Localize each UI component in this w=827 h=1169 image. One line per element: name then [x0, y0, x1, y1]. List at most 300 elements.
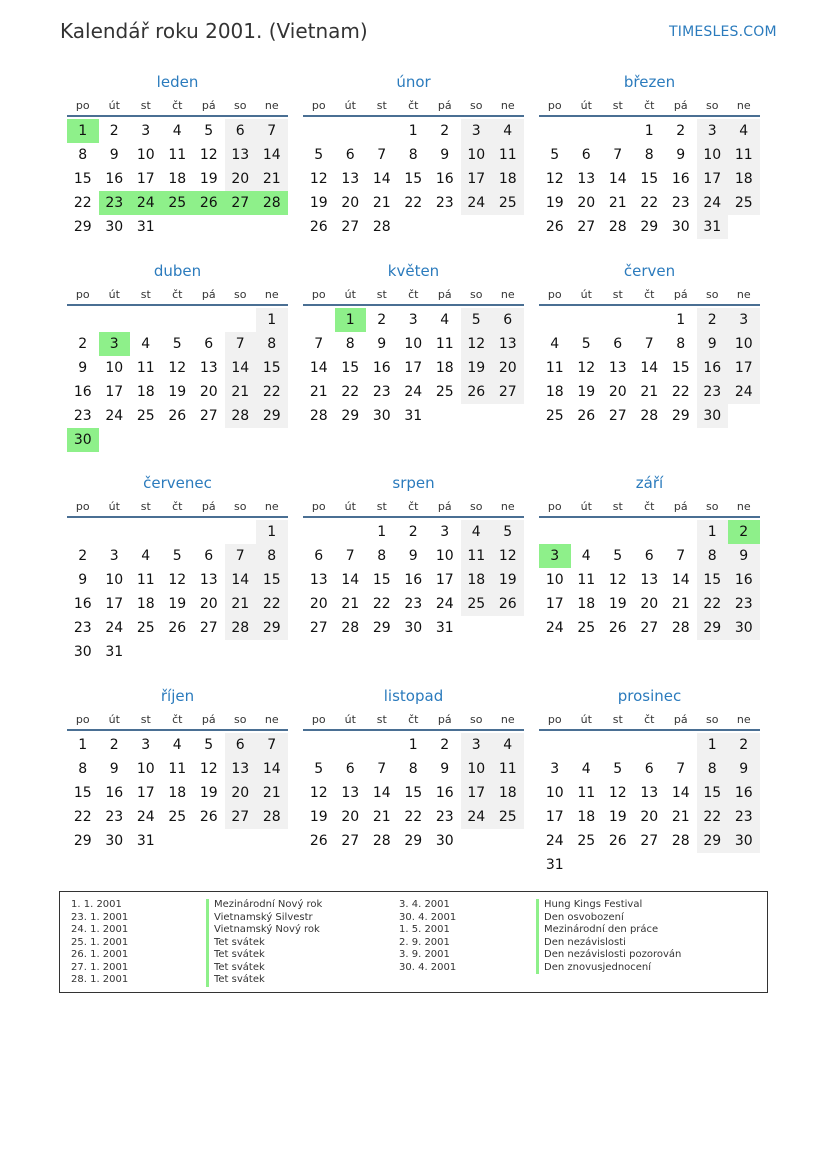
day-cell[interactable]: 24 [105, 620, 124, 636]
day-cell[interactable]: 7 [345, 548, 355, 564]
day-cell[interactable]: 10 [136, 761, 155, 777]
day-cell[interactable]: 8 [408, 147, 418, 163]
day-cell[interactable]: 13 [199, 572, 218, 588]
day-cell[interactable]: 29 [404, 833, 423, 849]
day-cell[interactable]: 12 [168, 360, 187, 376]
day-cell[interactable]: 30 [728, 616, 760, 640]
day-cell[interactable]: 21 [225, 380, 257, 404]
day-cell[interactable]: 4 [172, 737, 182, 753]
day-cell[interactable]: 24 [435, 596, 454, 612]
day-cell[interactable]: 4 [728, 119, 760, 143]
day-cell[interactable]: 7 [225, 544, 257, 568]
day-cell[interactable]: 12 [168, 572, 187, 588]
holiday-day-cell[interactable]: 25 [162, 191, 194, 215]
day-cell[interactable]: 10 [545, 572, 564, 588]
holiday-day-cell[interactable]: 23 [99, 191, 131, 215]
day-cell[interactable]: 7 [613, 147, 623, 163]
day-cell[interactable]: 11 [136, 360, 155, 376]
day-cell[interactable]: 31 [435, 620, 454, 636]
holiday-day-cell[interactable]: 28 [256, 191, 288, 215]
day-cell[interactable]: 22 [256, 380, 288, 404]
day-cell[interactable]: 31 [136, 219, 155, 235]
day-cell[interactable]: 8 [345, 336, 355, 352]
day-cell[interactable]: 1 [256, 308, 288, 332]
day-cell[interactable]: 13 [492, 332, 524, 356]
day-cell[interactable]: 17 [461, 167, 493, 191]
day-cell[interactable]: 28 [341, 620, 360, 636]
day-cell[interactable]: 22 [73, 809, 92, 825]
day-cell[interactable]: 31 [697, 215, 729, 239]
day-cell[interactable]: 5 [492, 520, 524, 544]
day-cell[interactable]: 22 [697, 805, 729, 829]
day-cell[interactable]: 7 [225, 332, 257, 356]
day-cell[interactable]: 4 [141, 336, 151, 352]
day-cell[interactable]: 25 [435, 384, 454, 400]
day-cell[interactable]: 9 [728, 757, 760, 781]
day-cell[interactable]: 11 [728, 143, 760, 167]
day-cell[interactable]: 6 [644, 548, 654, 564]
day-cell[interactable]: 25 [492, 805, 524, 829]
day-cell[interactable]: 29 [256, 404, 288, 428]
day-cell[interactable]: 16 [105, 171, 124, 187]
day-cell[interactable]: 1 [78, 737, 88, 753]
day-cell[interactable]: 10 [461, 143, 493, 167]
day-cell[interactable]: 11 [136, 572, 155, 588]
day-cell[interactable]: 14 [256, 757, 288, 781]
day-cell[interactable]: 30 [105, 833, 124, 849]
day-cell[interactable]: 16 [435, 171, 454, 187]
day-cell[interactable]: 26 [608, 833, 627, 849]
day-cell[interactable]: 20 [341, 195, 360, 211]
day-cell[interactable]: 19 [168, 384, 187, 400]
day-cell[interactable]: 14 [640, 360, 659, 376]
day-cell[interactable]: 8 [256, 332, 288, 356]
day-cell[interactable]: 11 [577, 785, 596, 801]
day-cell[interactable]: 21 [372, 809, 391, 825]
day-cell[interactable]: 29 [256, 616, 288, 640]
day-cell[interactable]: 19 [577, 384, 596, 400]
day-cell[interactable]: 18 [435, 360, 454, 376]
day-cell[interactable]: 12 [309, 785, 328, 801]
day-cell[interactable]: 5 [550, 147, 560, 163]
day-cell[interactable]: 19 [199, 785, 218, 801]
day-cell[interactable]: 19 [461, 356, 493, 380]
day-cell[interactable]: 6 [492, 308, 524, 332]
day-cell[interactable]: 28 [225, 404, 257, 428]
holiday-day-cell[interactable]: 3 [539, 544, 571, 568]
day-cell[interactable]: 16 [435, 785, 454, 801]
day-cell[interactable]: 16 [697, 356, 729, 380]
day-cell[interactable]: 19 [309, 809, 328, 825]
day-cell[interactable]: 17 [105, 596, 124, 612]
day-cell[interactable]: 25 [136, 408, 155, 424]
day-cell[interactable]: 15 [671, 360, 690, 376]
day-cell[interactable]: 15 [73, 171, 92, 187]
day-cell[interactable]: 22 [256, 592, 288, 616]
day-cell[interactable]: 10 [728, 332, 760, 356]
day-cell[interactable]: 3 [461, 733, 493, 757]
day-cell[interactable]: 3 [109, 548, 119, 564]
day-cell[interactable]: 8 [644, 147, 654, 163]
day-cell[interactable]: 16 [671, 171, 690, 187]
day-cell[interactable]: 23 [372, 384, 391, 400]
day-cell[interactable]: 27 [225, 805, 257, 829]
day-cell[interactable]: 19 [608, 809, 627, 825]
day-cell[interactable]: 30 [372, 408, 391, 424]
day-cell[interactable]: 9 [440, 761, 450, 777]
day-cell[interactable]: 28 [671, 620, 690, 636]
day-cell[interactable]: 17 [404, 360, 423, 376]
day-cell[interactable]: 8 [377, 548, 387, 564]
day-cell[interactable]: 5 [613, 761, 623, 777]
day-cell[interactable]: 18 [577, 809, 596, 825]
day-cell[interactable]: 9 [78, 572, 88, 588]
day-cell[interactable]: 2 [697, 308, 729, 332]
day-cell[interactable]: 25 [168, 809, 187, 825]
day-cell[interactable]: 13 [309, 572, 328, 588]
day-cell[interactable]: 10 [404, 336, 423, 352]
day-cell[interactable]: 28 [640, 408, 659, 424]
day-cell[interactable]: 8 [256, 544, 288, 568]
day-cell[interactable]: 5 [581, 336, 591, 352]
day-cell[interactable]: 8 [676, 336, 686, 352]
day-cell[interactable]: 24 [461, 805, 493, 829]
day-cell[interactable]: 2 [440, 123, 450, 139]
day-cell[interactable]: 8 [78, 761, 88, 777]
day-cell[interactable]: 10 [105, 572, 124, 588]
day-cell[interactable]: 10 [136, 147, 155, 163]
day-cell[interactable]: 21 [671, 809, 690, 825]
day-cell[interactable]: 11 [545, 360, 564, 376]
day-cell[interactable]: 26 [461, 380, 493, 404]
day-cell[interactable]: 23 [435, 195, 454, 211]
day-cell[interactable]: 26 [545, 219, 564, 235]
day-cell[interactable]: 22 [404, 195, 423, 211]
day-cell[interactable]: 27 [199, 408, 218, 424]
day-cell[interactable]: 21 [640, 384, 659, 400]
day-cell[interactable]: 21 [256, 167, 288, 191]
day-cell[interactable]: 12 [199, 147, 218, 163]
day-cell[interactable]: 13 [577, 171, 596, 187]
day-cell[interactable]: 2 [78, 548, 88, 564]
day-cell[interactable]: 15 [372, 572, 391, 588]
day-cell[interactable]: 11 [577, 572, 596, 588]
day-cell[interactable]: 16 [372, 360, 391, 376]
day-cell[interactable]: 22 [73, 195, 92, 211]
day-cell[interactable]: 9 [697, 332, 729, 356]
day-cell[interactable]: 28 [671, 833, 690, 849]
day-cell[interactable]: 1 [377, 524, 387, 540]
day-cell[interactable]: 2 [728, 733, 760, 757]
day-cell[interactable]: 18 [136, 596, 155, 612]
holiday-day-cell[interactable]: 2 [728, 520, 760, 544]
day-cell[interactable]: 22 [640, 195, 659, 211]
day-cell[interactable]: 27 [341, 833, 360, 849]
day-cell[interactable]: 18 [136, 384, 155, 400]
day-cell[interactable]: 13 [199, 360, 218, 376]
day-cell[interactable]: 21 [256, 781, 288, 805]
day-cell[interactable]: 6 [345, 761, 355, 777]
day-cell[interactable]: 14 [372, 785, 391, 801]
day-cell[interactable]: 5 [314, 147, 324, 163]
day-cell[interactable]: 7 [314, 336, 324, 352]
day-cell[interactable]: 23 [728, 592, 760, 616]
holiday-day-cell[interactable]: 27 [225, 191, 257, 215]
day-cell[interactable]: 22 [671, 384, 690, 400]
day-cell[interactable]: 28 [372, 833, 391, 849]
day-cell[interactable]: 26 [577, 408, 596, 424]
day-cell[interactable]: 28 [225, 616, 257, 640]
day-cell[interactable]: 7 [644, 336, 654, 352]
day-cell[interactable]: 31 [404, 408, 423, 424]
day-cell[interactable]: 1 [256, 520, 288, 544]
day-cell[interactable]: 3 [408, 312, 418, 328]
day-cell[interactable]: 4 [461, 520, 493, 544]
day-cell[interactable]: 4 [581, 761, 591, 777]
day-cell[interactable]: 27 [492, 380, 524, 404]
day-cell[interactable]: 20 [199, 596, 218, 612]
day-cell[interactable]: 24 [136, 809, 155, 825]
day-cell[interactable]: 6 [225, 119, 257, 143]
day-cell[interactable]: 11 [492, 143, 524, 167]
day-cell[interactable]: 4 [172, 123, 182, 139]
day-cell[interactable]: 21 [372, 195, 391, 211]
day-cell[interactable]: 30 [728, 829, 760, 853]
day-cell[interactable]: 5 [314, 761, 324, 777]
day-cell[interactable]: 7 [377, 147, 387, 163]
day-cell[interactable]: 3 [697, 119, 729, 143]
day-cell[interactable]: 21 [671, 596, 690, 612]
day-cell[interactable]: 29 [341, 408, 360, 424]
day-cell[interactable]: 21 [341, 596, 360, 612]
day-cell[interactable]: 16 [728, 568, 760, 592]
day-cell[interactable]: 8 [697, 757, 729, 781]
day-cell[interactable]: 28 [372, 219, 391, 235]
day-cell[interactable]: 21 [309, 384, 328, 400]
day-cell[interactable]: 24 [697, 191, 729, 215]
day-cell[interactable]: 3 [141, 737, 151, 753]
day-cell[interactable]: 2 [109, 123, 119, 139]
day-cell[interactable]: 14 [309, 360, 328, 376]
day-cell[interactable]: 3 [728, 308, 760, 332]
day-cell[interactable]: 12 [492, 544, 524, 568]
day-cell[interactable]: 15 [341, 360, 360, 376]
day-cell[interactable]: 27 [640, 620, 659, 636]
day-cell[interactable]: 16 [728, 781, 760, 805]
day-cell[interactable]: 15 [697, 781, 729, 805]
day-cell[interactable]: 13 [225, 757, 257, 781]
day-cell[interactable]: 9 [440, 147, 450, 163]
day-cell[interactable]: 5 [172, 548, 182, 564]
day-cell[interactable]: 13 [608, 360, 627, 376]
day-cell[interactable]: 30 [671, 219, 690, 235]
day-cell[interactable]: 17 [545, 809, 564, 825]
day-cell[interactable]: 29 [697, 829, 729, 853]
day-cell[interactable]: 25 [577, 833, 596, 849]
day-cell[interactable]: 19 [309, 195, 328, 211]
day-cell[interactable]: 31 [545, 857, 564, 873]
day-cell[interactable]: 4 [581, 548, 591, 564]
day-cell[interactable]: 11 [461, 544, 493, 568]
day-cell[interactable]: 15 [73, 785, 92, 801]
day-cell[interactable]: 3 [461, 119, 493, 143]
day-cell[interactable]: 24 [545, 833, 564, 849]
day-cell[interactable]: 18 [577, 596, 596, 612]
day-cell[interactable]: 23 [728, 805, 760, 829]
day-cell[interactable]: 5 [613, 548, 623, 564]
day-cell[interactable]: 1 [408, 123, 418, 139]
day-cell[interactable]: 19 [545, 195, 564, 211]
day-cell[interactable]: 17 [545, 596, 564, 612]
day-cell[interactable]: 14 [608, 171, 627, 187]
day-cell[interactable]: 30 [105, 219, 124, 235]
day-cell[interactable]: 26 [168, 620, 187, 636]
day-cell[interactable]: 28 [256, 805, 288, 829]
day-cell[interactable]: 30 [404, 620, 423, 636]
day-cell[interactable]: 6 [613, 336, 623, 352]
day-cell[interactable]: 22 [697, 592, 729, 616]
day-cell[interactable]: 14 [671, 572, 690, 588]
day-cell[interactable]: 14 [225, 568, 257, 592]
day-cell[interactable]: 9 [109, 761, 119, 777]
day-cell[interactable]: 12 [577, 360, 596, 376]
day-cell[interactable]: 27 [640, 833, 659, 849]
day-cell[interactable]: 15 [256, 356, 288, 380]
day-cell[interactable]: 22 [341, 384, 360, 400]
day-cell[interactable]: 27 [577, 219, 596, 235]
day-cell[interactable]: 12 [545, 171, 564, 187]
day-cell[interactable]: 15 [404, 785, 423, 801]
day-cell[interactable]: 12 [199, 761, 218, 777]
day-cell[interactable]: 13 [341, 785, 360, 801]
day-cell[interactable]: 23 [105, 809, 124, 825]
day-cell[interactable]: 16 [105, 785, 124, 801]
day-cell[interactable]: 14 [256, 143, 288, 167]
day-cell[interactable]: 27 [199, 620, 218, 636]
day-cell[interactable]: 24 [105, 408, 124, 424]
day-cell[interactable]: 23 [671, 195, 690, 211]
day-cell[interactable]: 22 [404, 809, 423, 825]
holiday-day-cell[interactable]: 26 [193, 191, 225, 215]
day-cell[interactable]: 29 [640, 219, 659, 235]
day-cell[interactable]: 2 [408, 524, 418, 540]
day-cell[interactable]: 6 [204, 336, 214, 352]
day-cell[interactable]: 27 [341, 219, 360, 235]
day-cell[interactable]: 25 [545, 408, 564, 424]
day-cell[interactable]: 17 [697, 167, 729, 191]
day-cell[interactable]: 9 [676, 147, 686, 163]
day-cell[interactable]: 13 [225, 143, 257, 167]
day-cell[interactable]: 17 [728, 356, 760, 380]
day-cell[interactable]: 30 [73, 644, 92, 660]
day-cell[interactable]: 14 [671, 785, 690, 801]
day-cell[interactable]: 4 [492, 119, 524, 143]
day-cell[interactable]: 25 [577, 620, 596, 636]
day-cell[interactable]: 2 [377, 312, 387, 328]
day-cell[interactable]: 6 [204, 548, 214, 564]
day-cell[interactable]: 15 [640, 171, 659, 187]
day-cell[interactable]: 13 [640, 572, 659, 588]
day-cell[interactable]: 1 [644, 123, 654, 139]
day-cell[interactable]: 10 [435, 548, 454, 564]
day-cell[interactable]: 20 [341, 809, 360, 825]
day-cell[interactable]: 21 [225, 592, 257, 616]
day-cell[interactable]: 20 [492, 356, 524, 380]
day-cell[interactable]: 6 [314, 548, 324, 564]
day-cell[interactable]: 7 [676, 761, 686, 777]
day-cell[interactable]: 21 [608, 195, 627, 211]
day-cell[interactable]: 23 [435, 809, 454, 825]
day-cell[interactable]: 23 [404, 596, 423, 612]
day-cell[interactable]: 28 [608, 219, 627, 235]
day-cell[interactable]: 20 [199, 384, 218, 400]
day-cell[interactable]: 14 [225, 356, 257, 380]
day-cell[interactable]: 16 [73, 384, 92, 400]
day-cell[interactable]: 2 [78, 336, 88, 352]
day-cell[interactable]: 19 [608, 596, 627, 612]
day-cell[interactable]: 11 [168, 761, 187, 777]
day-cell[interactable]: 31 [105, 644, 124, 660]
day-cell[interactable]: 11 [492, 757, 524, 781]
day-cell[interactable]: 19 [492, 568, 524, 592]
day-cell[interactable]: 4 [141, 548, 151, 564]
day-cell[interactable]: 18 [545, 384, 564, 400]
day-cell[interactable]: 9 [728, 544, 760, 568]
day-cell[interactable]: 17 [105, 384, 124, 400]
day-cell[interactable]: 11 [435, 336, 454, 352]
day-cell[interactable]: 6 [225, 733, 257, 757]
day-cell[interactable]: 26 [199, 809, 218, 825]
day-cell[interactable]: 11 [168, 147, 187, 163]
day-cell[interactable]: 6 [581, 147, 591, 163]
day-cell[interactable]: 4 [492, 733, 524, 757]
day-cell[interactable]: 24 [728, 380, 760, 404]
day-cell[interactable]: 27 [608, 408, 627, 424]
holiday-day-cell[interactable]: 1 [335, 308, 367, 332]
day-cell[interactable]: 7 [676, 548, 686, 564]
day-cell[interactable]: 3 [550, 761, 560, 777]
day-cell[interactable]: 2 [676, 123, 686, 139]
day-cell[interactable]: 22 [372, 596, 391, 612]
day-cell[interactable]: 19 [168, 596, 187, 612]
day-cell[interactable]: 15 [697, 568, 729, 592]
day-cell[interactable]: 10 [697, 143, 729, 167]
day-cell[interactable]: 6 [644, 761, 654, 777]
day-cell[interactable]: 20 [608, 384, 627, 400]
day-cell[interactable]: 20 [640, 596, 659, 612]
day-cell[interactable]: 9 [377, 336, 387, 352]
day-cell[interactable]: 26 [608, 620, 627, 636]
day-cell[interactable]: 20 [577, 195, 596, 211]
day-cell[interactable]: 2 [109, 737, 119, 753]
day-cell[interactable]: 8 [697, 544, 729, 568]
day-cell[interactable]: 5 [461, 308, 493, 332]
day-cell[interactable]: 9 [408, 548, 418, 564]
day-cell[interactable]: 24 [461, 191, 493, 215]
day-cell[interactable]: 24 [545, 620, 564, 636]
day-cell[interactable]: 20 [225, 781, 257, 805]
day-cell[interactable]: 18 [492, 167, 524, 191]
day-cell[interactable]: 2 [440, 737, 450, 753]
holiday-day-cell[interactable]: 24 [130, 191, 162, 215]
day-cell[interactable]: 23 [697, 380, 729, 404]
holiday-day-cell[interactable]: 1 [67, 119, 99, 143]
day-cell[interactable]: 17 [435, 572, 454, 588]
day-cell[interactable]: 1 [697, 733, 729, 757]
day-cell[interactable]: 29 [372, 620, 391, 636]
day-cell[interactable]: 18 [168, 785, 187, 801]
day-cell[interactable]: 26 [309, 833, 328, 849]
